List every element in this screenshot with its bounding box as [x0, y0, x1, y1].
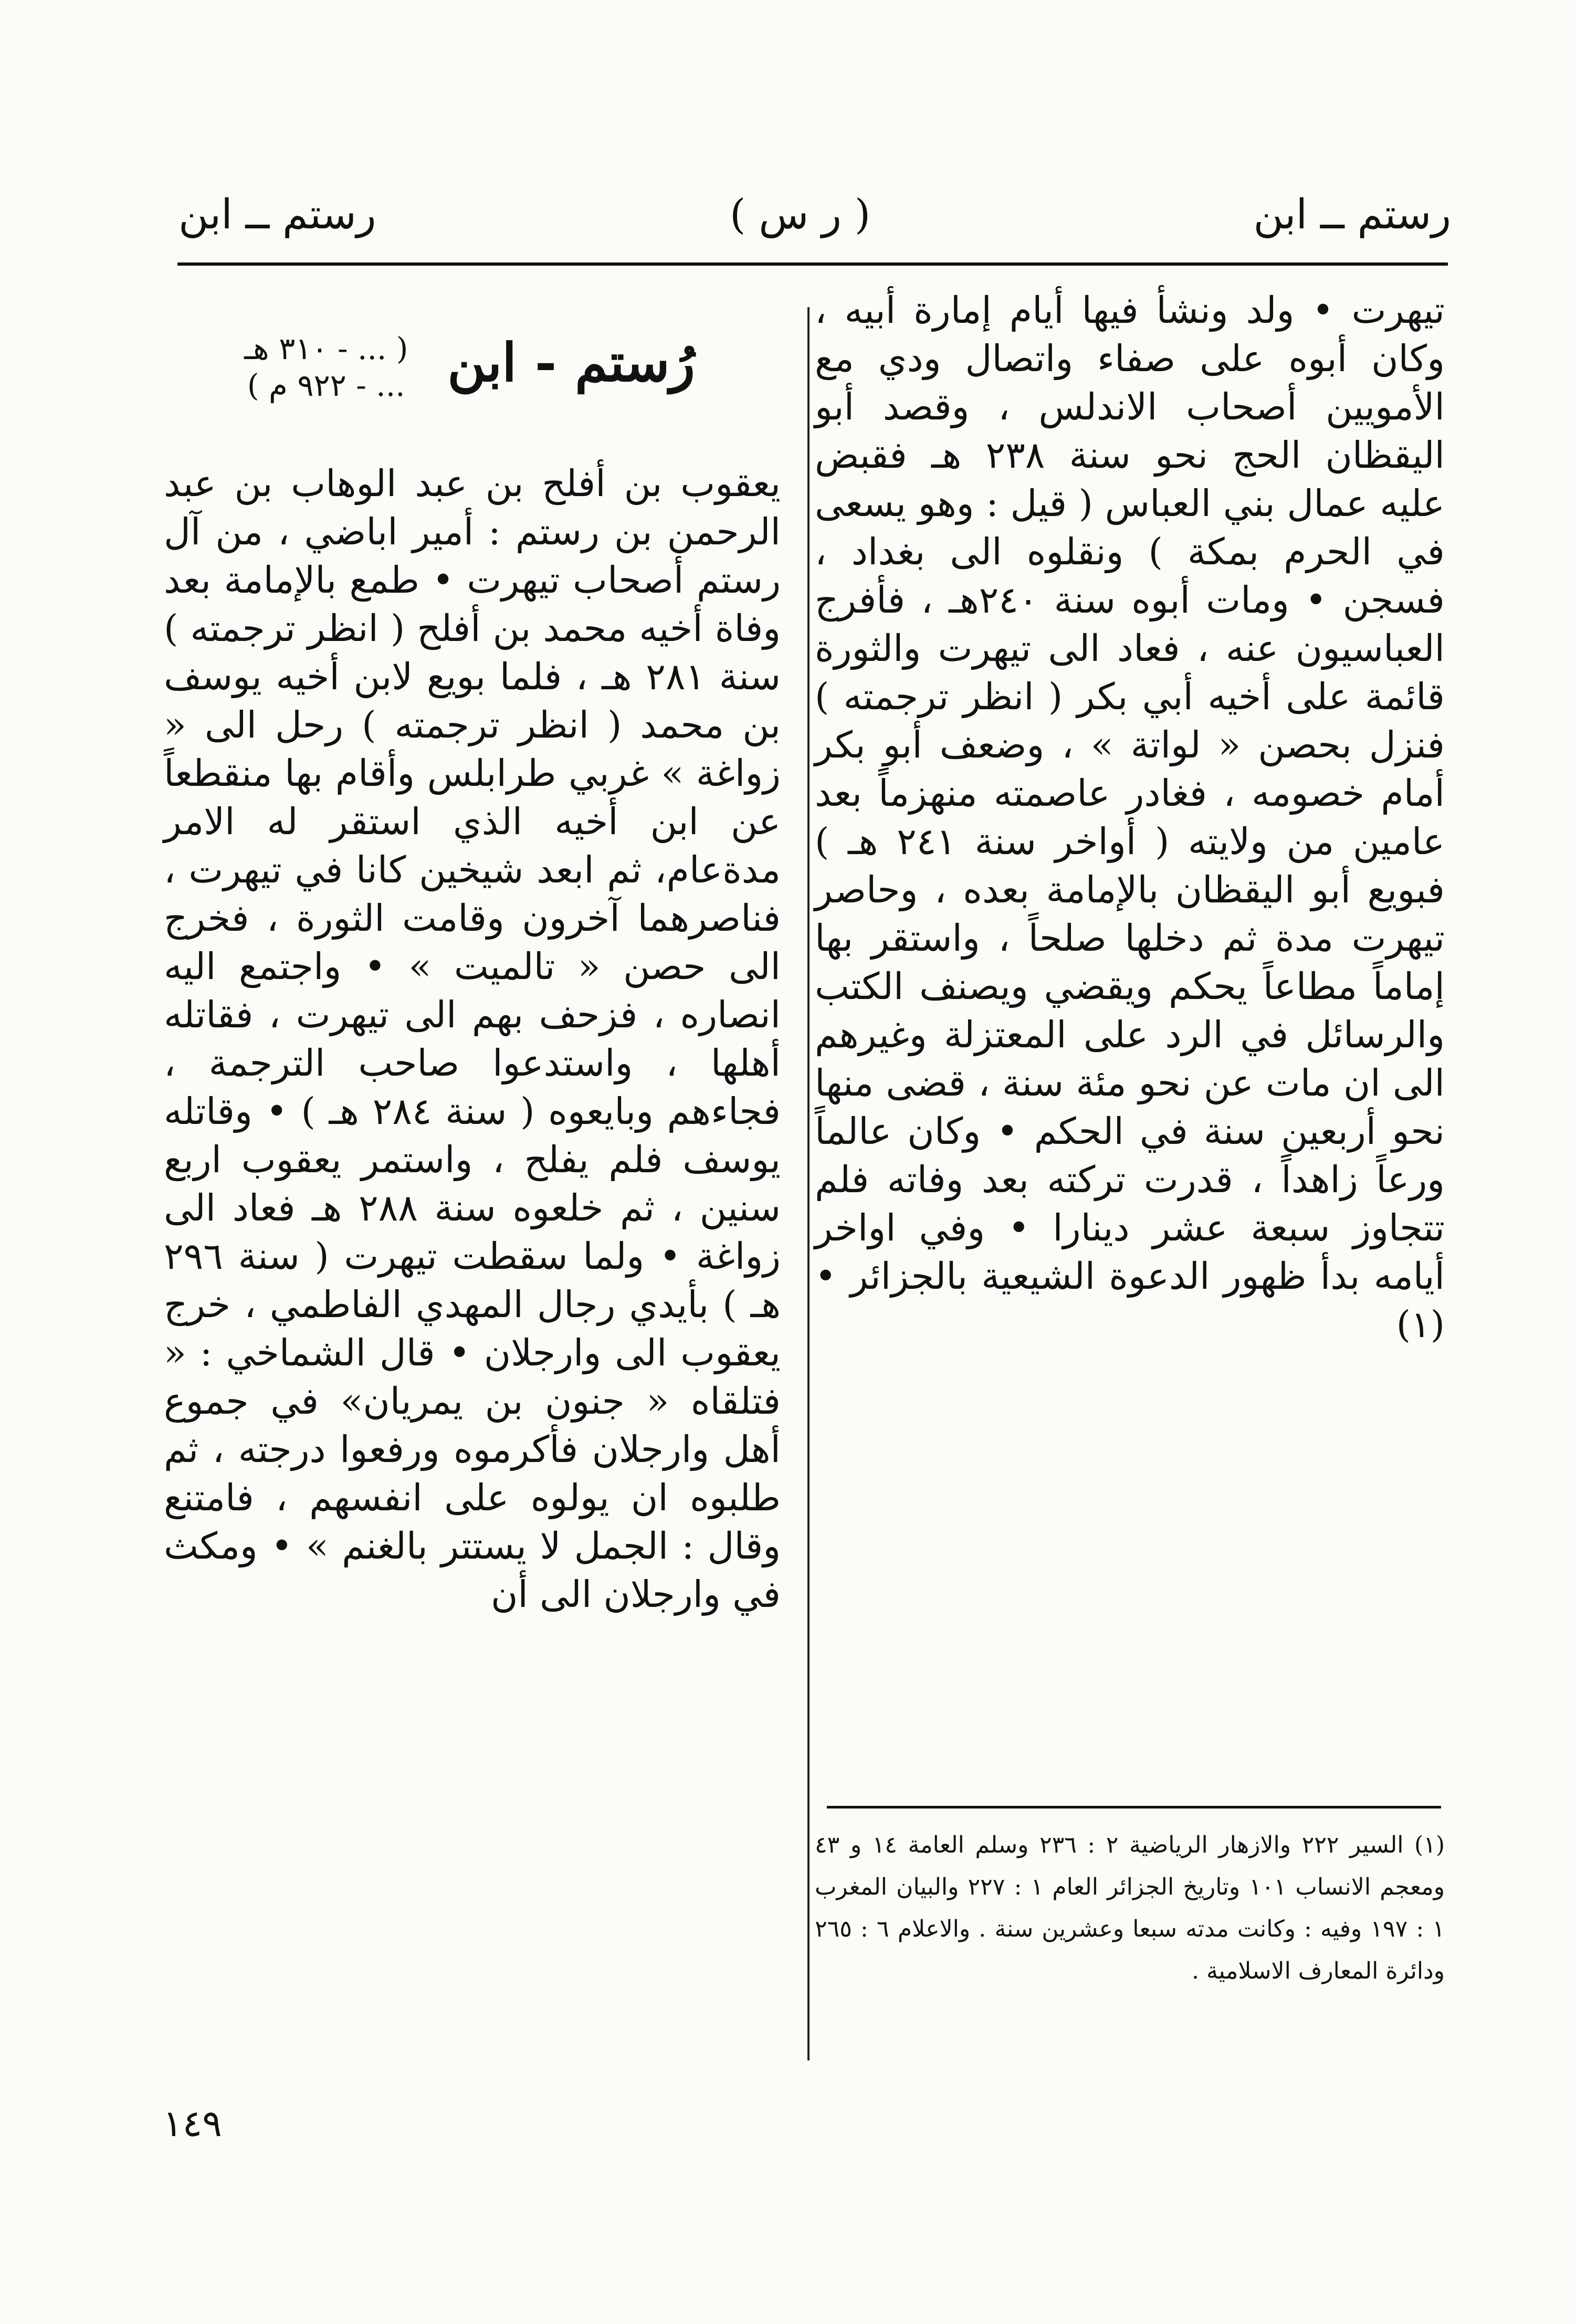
header-rule	[177, 262, 1448, 266]
column-divider	[807, 307, 810, 2060]
entry-body-text: يعقوب بن أفلح بن عبد الوهاب بن عبد الرحمن بن رستم : أمير اباضي ، من آل رستم أصحاب تيهرت • طمع بالإمامة بعد وفاة أخيه محمد بن أفلح ( انظر ترجمته ) سنة ٢٨١ هـ ، فلما بويع لابن أخيه يوسف بن محمد ( انظر ترجمته ) رحل الى « زواغة » غربي طرابلس وأقام بها منقطعاً عن ابن أخيه الذي استقر له الامر مدةعام، ثم ابعد شيخين كانا في تيهرت ، فناصرهما آخرون وقامت الثورة ، فخرج الى حصن « تالميت » • واجتمع اليه انصاره ، فزحف بهم الى تيهرت ، فقاتله أهلها ، واستدعوا صاحب الترجمة ، فجاءهم وبايعوه ( سنة ٢٨٤ هـ ) • وقاتله يوسف فلم يفلح ، واستمر يعقوب اربع سنين ، ثم خلعوه سنة ٢٨٨ هـ فعاد الى زواغة • ولما سقطت تيهرت ( سنة ٢٩٦ هـ ) بأيدي رجال المهدي الفاطمي ، خرج يعقوب الى وارجلان • قال الشماخي : « فتلقاه « جنون بن يمريان» في جموع أهل وارجلان فأكرموه ورفعوا درجته ، ثم طلبوه ان يولوه على انفسهم ، فامتنع وقال : الجمل لا يستتر بالغنم » • ومكث في وارجلان الى أن	[164, 462, 781, 1616]
entry-name: رُستم - ابن	[447, 331, 695, 394]
entry-dates	[244, 331, 408, 404]
entry-heading	[164, 331, 775, 404]
running-head-left: رستم ــ ابن	[178, 191, 376, 238]
footnote-rule	[827, 1806, 1441, 1808]
entry-date-hijri: ( ... - ٣١٠ هـ	[244, 331, 408, 366]
running-head-center: ( ر س )	[730, 191, 871, 238]
page-number: ١٤٩	[163, 2102, 222, 2145]
right-column-text: تيهرت • ولد ونشأ فيها أيام إمارة أبيه ، وكان أبوه على صفاء واتصال ودي مع الأمويين أصحاب الاندلس ، وقصد أبو اليقظان الحج نحو سنة ٢٣٨ هـ فقبض عليه عمال بني العباس ( قيل : وهو يسعى في الحرم بمكة ) ونقلوه الى بغداد ، فسجن • ومات أبوه سنة ٢٤٠هـ ، فأفرج العباسيون عنه ، فعاد الى تيهرت والثورة قائمة على أخيه أبي بكر ( انظر ترجمته ) فنزل بحصن « لواتة » ، وضعف أبو بكر أمام خصومه ، فغادر عاصمته منهزماً بعد عامين من ولايته ( أواخر سنة ٢٤١ هـ ) فبويع أبو اليقظان بالإمامة بعده ، وحاصر تيهرت مدة ثم دخلها صلحاً ، واستقر بها إماماً مطاعاً يحكم ويقضي ويصنف الكتب والرسائل في الرد على المعتزلة وغيرهم الى ان مات عن نحو مئة سنة ، قضى منها نحو أربعين سنة في الحكم • وكان عالماً ورعاً زاهداً ، قدرت تركته بعد وفاته فلم تتجاوز سبعة عشر دينارا • وفي اواخر أيامه بدأ ظهور الدعوة الشيعية بالجزائر • (١)	[815, 289, 1445, 1346]
footnote: (١) السير ٢٢٢ والازهار الرياضية ٢ : ٢٣٦ وسلم العامة ١٤ و ٤٣ ومعجم الانساب ١٠١ وتاريخ الجزائر العام ١ : ٢٢٧ والبيان المغرب ١ : ١٩٧ وفيه : وكانت مدته سبعا وعشرين سنة . والاعلام ٦ : ٢٦٥ ودائرة المعارف الاسلامية .	[815, 1832, 1445, 1984]
running-head-right: رستم ــ ابن	[1253, 191, 1451, 238]
entry-date-gregorian: ... - ٩٢٢ م )	[247, 367, 405, 403]
